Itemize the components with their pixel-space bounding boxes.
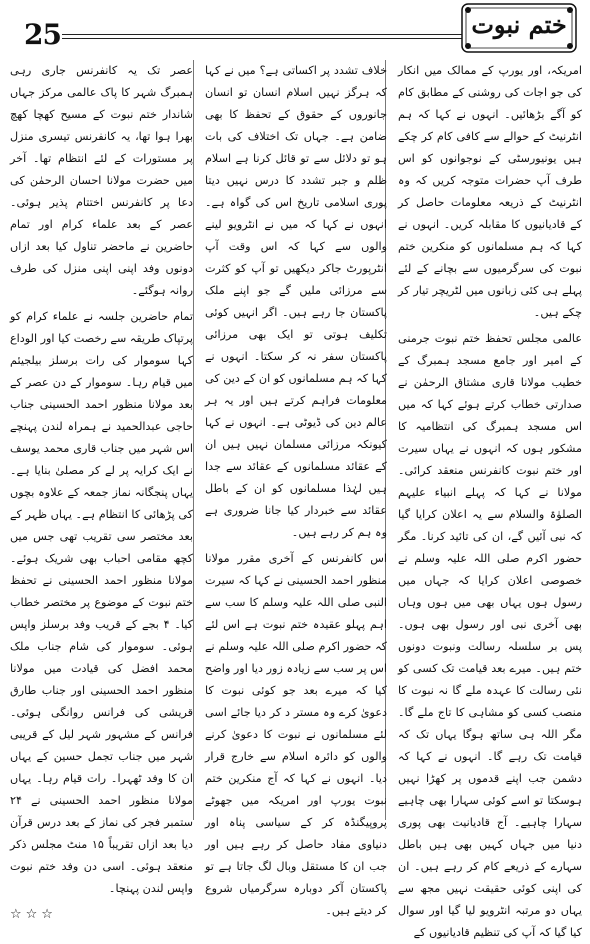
header-rule-bottom	[62, 38, 462, 39]
end-stars: ☆☆☆	[10, 907, 57, 922]
column-right	[398, 60, 582, 939]
paragraph: عصر تک یہ کانفرنس جاری رہی ہمبرگ شہر کا پاک عالمی مرکز جہاں شاندار ختم نبوت کے مسیح کھچا کھچ بھرا ہوا تھا، یہ کانفرنس تیسری منزل پر مستورات کے لئے انتظام تھا۔ آخر میں حضرت مولانا احسان الرحمٰن کی دعا پر کانفرنس اختتام پذیر ہوئی۔ عصر کے بعد علماء کرام اور تمام حاضرین نے ماحضر تناول کیا بعد ازاں دونوں وفد اپنی اپنی منزل کی طرف روانہ ہوگئے۔	[10, 64, 193, 297]
column-left	[10, 60, 194, 922]
masthead-logo	[460, 2, 578, 54]
paragraph: خلاف تشدد پر اکساتی ہے؟ میں نے کہا کہ ہرگز نہیں اسلام انسان تو انسان جانوروں کے حقوق کے تحفظ کا بھی ضامن ہے۔ جہاں تک اختلاف کی بات ہو تو دلائل سے تو قائل کرنا ہے اسلام ظلم و جبر تشدد کا درس نہیں دیتا پوری اسلامی تاریخ اس کی گواہ ہے۔ انہوں نے کہا کہ میں نے انٹرویو لینے والوں سے کہا کہ اس وقت آپ انٹرپورٹ جاکر دیکھیں تو آپ کو کثرت سے مرزائی ملیں گے جو اپنے ملک پاکستان جا رہے ہیں۔ اگر انہیں کوئی تکلیف ہوتی تو ایک بھی مرزائی پاکستان سفر نہ کر سکتا۔ انہوں نے کہا کہ ہم مسلمانوں کو ان کے دین کی معلومات فراہم کرتے ہیں اور یہ ہر عالم دین کی ڈیوٹی ہے۔ انہوں نے کہا کیونکہ مرزائی مسلمان نہیں ہیں ان کے عقائد مسلمانوں کے عقائد سے جدا ہیں لہٰذا مسلمانوں کو ان کے باطل عقائد سے خبردار کیا جانا ضروری ہے وہ ہم کر رہے ہیں۔	[205, 64, 387, 539]
page-number: 25	[24, 18, 61, 51]
magazine-title: ختم نبوت	[471, 10, 567, 39]
paragraph: عالمی مجلس تحفظ ختم نبوت جرمنی کے امیر اور جامع مسجد ہمبرگ کے خطیب مولانا قاری مشتاق الرحمٰن نے صدارتی خطاب کرتے ہوئے کہا کہ میں اس مسجد ہمبرگ کی انتظامیہ کا مشکور ہوں کہ انہوں نے یہاں سیرت اور ختم نبوت کانفرنس منعقد کرائی۔ مولانا نے کہا کہ پہلے انبیاء علیہم الصلوٰۃ والسلام سے یہ اعلان کرایا گیا کہ نبی آئیں گے، ان کی تائید کرنا۔ مگر حضور اکرم صلی اللہ علیہ وسلم نے خصوصی اعلان کرایا کہ جہاں میں رسول ہوں یہاں بھی میں ہوں وہاں بھی آخری نبی اور رسول بھی ہوں۔ پس بر سلسلہ رسالت ونبوت دونوں ختم ہیں۔ میرے بعد قیامت تک کسی کو نئی رسالت کا عہدہ ملے گا نہ نبوت کا منصب کسی کو مشاہی کا تاج ملے گا۔ مگر اللہ ہی ساتھ ہوگا یہاں تک کہ قیامت تک رہے گا۔ انہوں نے کہا کہ دشمن جب اپنے قدموں پر کھڑا نہیں ہوسکتا تو اسے کوئی سہارا بھی چاہیے سہارا چاہیے۔ آج قادیانیت بھی پوری دنیا میں جہاں کہیں بھی ہیں باطل سہارے کے ذریعے کام کر رہے ہیں۔ ان کی اپنی کوئی حقیقت نہیں مجھ سے یہاں دو مرتبہ انٹرویو لیا گیا اور سوال کیا گیا کہ آپ کی تنظیم قادیانیوں کے	[398, 332, 582, 939]
paragraph: امریکہ، اور یورپ کے ممالک میں انکار کی جو اجات کی روشنی کے مطابق کام کو آگے بڑھائیں۔ انہوں نے کہا کہ ہم انٹرنیٹ کے حوالے سے کافی کام کر چکے ہیں یونیورسٹی کے نوجوانوں کو اس طرف آپ حضرات متوجہ کریں کہ وہ انٹرنیٹ کے ذریعہ معلومات حاصل کر کے قادیانیوں کا مقابلہ کریں۔ انہوں نے کہا کہ ہم مسلمانوں کو منکرین ختم نبوت کی سرگرمیوں سے بچانے کے لئے پہلے ہی کئی زبانوں میں لٹریچر تیار کر چکے ہیں۔	[398, 64, 582, 319]
article-body	[10, 60, 582, 939]
header-rule-top	[62, 34, 462, 35]
column-middle	[205, 60, 387, 917]
paragraph: اس کانفرنس کے آخری مقرر مولانا منظور احمد الحسینی نے کہا کہ سیرت النبی صلی اللہ علیہ وسلم کا سب سے اہم پہلو عقیدہ ختم نبوت ہے اس لئے کہ حضور اکرم صلی اللہ علیہ وسلم نے اس پر سب سے زیادہ زور دیا اور واضح کیا کہ میرے بعد جو کوئی نبوت کا دعویٰ کرے وہ مستر د کر دیا جائے اسی لئے مسلمانوں نے نبوت کا دعویٰ کرنے والوں کو دائرہ اسلام سے خارج قرار دیا۔ انہوں نے کہا کہ آج منکرین ختم نبوت یورپ اور امریکہ میں جھوٹے پروپیگنڈہ کر کے سیاسی پناہ اور دنیاوی مفاد حاصل کر رہے ہیں اور جب ان کا مستقل وبال لگ جاتا ہے تو پاکستان آکر دوبارہ سرگرمیاں شروع کر دیتے ہیں۔	[205, 552, 387, 917]
page-header	[8, 0, 582, 58]
paragraph: تمام حاضرین جلسہ نے علماء کرام کو پرتپاک طریقہ سے رخصت کیا اور الوداع کہا سوموار کی رات برسلز بیلجیئم میں قیام رہا۔ سوموار کے دن عصر کے بعد مولانا منظور احمد الحسینی جناب حاجی عبدالحمید نے ہمراہ لندن پہنچے اس شہر میں جناب قاری محمد یوسف نے ایک کرایہ پر لے کر مصلیٰ بنایا ہے۔ یہاں پنجگانہ نماز جمعہ کے علاوہ بچوں کی پڑھائی کا انتظام ہے۔ یہاں ظہر کے بعد مختصر سی تقریب تھی جس میں کچھ مقامی احباب بھی شریک ہوئے۔ مولانا منظور احمد الحسینی نے تحفظ ختم نبوت کے موضوع پر مختصر خطاب کیا۔ ۴ بجے کے قریب وفد برسلز واپس ہوئی۔ سوموار کی شام جناب ملک محمد افضل کی قیادت میں مولانا منظور احمد الحسینی اور جناب طارق قریشی کی فرانس روانگی ہوئی۔ فرانس کے مشہور شہر لیل کے قریبی شہر میں جناب تجمل حسین کے یہاں ان کا وفد ٹھہرا۔ رات قیام رہا۔ یہاں مولانا منظور احمد الحسینی نے ۲۴ ستمبر فجر کی نماز کے بعد درس قرآن دیا بعد ازاں تقریباً ۱۵ منٹ مجلس ذکر منعقد ہوئی۔ اسی دن وفد ختم نبوت واپس لندن پہنچا۔	[10, 310, 194, 895]
